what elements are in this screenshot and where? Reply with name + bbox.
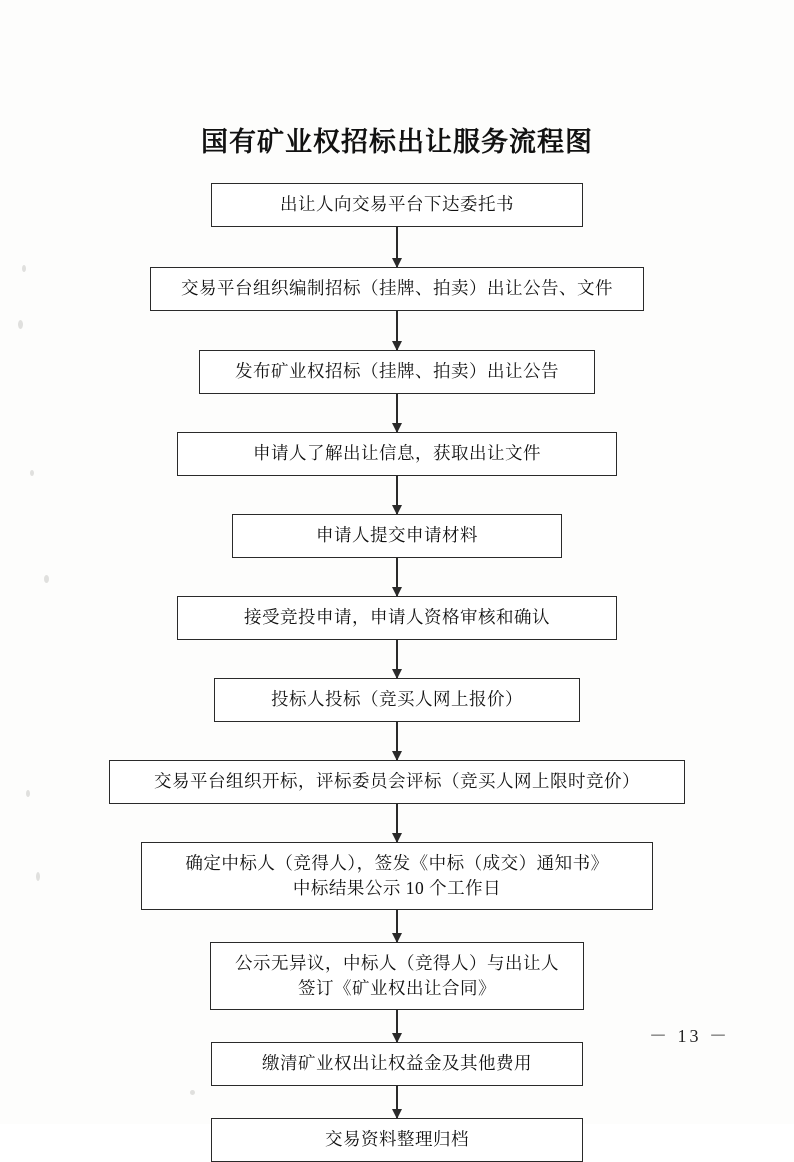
flow-arrow-6 <box>396 640 398 678</box>
flow-step-3 <box>199 350 595 394</box>
flow-arrow-11 <box>396 1086 398 1118</box>
flow-step-8 <box>109 760 685 804</box>
flow-step-12 <box>211 1118 583 1162</box>
flow-step-11-label: 缴清矿业权出让权益金及其他费用 <box>262 1053 532 1074</box>
flow-arrow-9 <box>396 910 398 942</box>
flow-step-2 <box>150 267 644 311</box>
flow-arrow-4 <box>396 476 398 514</box>
flow-arrow-2 <box>396 311 398 350</box>
page-title: 国有矿业权招标出让服务流程图 <box>201 127 593 157</box>
flow-arrow-7 <box>396 722 398 760</box>
flow-step-2-label: 交易平台组织编制招标（挂牌、拍卖）出让公告、文件 <box>181 278 613 299</box>
flow-step-12-label: 交易资料整理归档 <box>325 1129 469 1150</box>
flow-step-8-label: 交易平台组织开标，评标委员会评标（竞买人网上限时竞价） <box>154 771 640 792</box>
flow-step-9 <box>141 842 653 910</box>
flow-step-5 <box>232 514 562 558</box>
flow-step-3-label: 发布矿业权招标（挂牌、拍卖）出让公告 <box>235 361 559 382</box>
flow-step-5-label: 申请人提交申请材料 <box>316 525 478 546</box>
flow-step-9-label: 确定中标人（竞得人），签发《中标（成交）通知书》 <box>185 852 609 873</box>
flowchart <box>0 183 794 1162</box>
flow-step-9-label-line2: 中标结果公示 10 个工作日 <box>292 878 502 898</box>
flow-step-10-label: 公示无异议，中标人（竞得人）与出让人 <box>235 952 559 973</box>
flow-arrow-5 <box>396 558 398 596</box>
flow-step-4 <box>177 432 617 476</box>
flow-arrow-10 <box>396 1010 398 1042</box>
flow-step-6-label: 接受竞投申请，申请人资格审核和确认 <box>244 607 550 628</box>
flow-step-7 <box>214 678 580 722</box>
flow-step-1-label: 出让人向交易平台下达委托书 <box>280 194 514 215</box>
flow-step-7-label: 投标人投标（竞买人网上报价） <box>271 689 523 710</box>
flow-step-11 <box>211 1042 583 1086</box>
flow-arrow-1 <box>396 227 398 267</box>
flow-step-10 <box>210 942 584 1010</box>
flow-step-1 <box>211 183 583 227</box>
flow-arrow-3 <box>396 394 398 432</box>
flow-step-4-label: 申请人了解出让信息，获取出让文件 <box>253 443 541 464</box>
flow-step-6 <box>177 596 617 640</box>
page-number: － 13 － <box>649 1026 730 1046</box>
flow-arrow-8 <box>396 804 398 842</box>
flow-step-10-label-line2: 签订《矿业权出让合同》 <box>298 978 496 998</box>
